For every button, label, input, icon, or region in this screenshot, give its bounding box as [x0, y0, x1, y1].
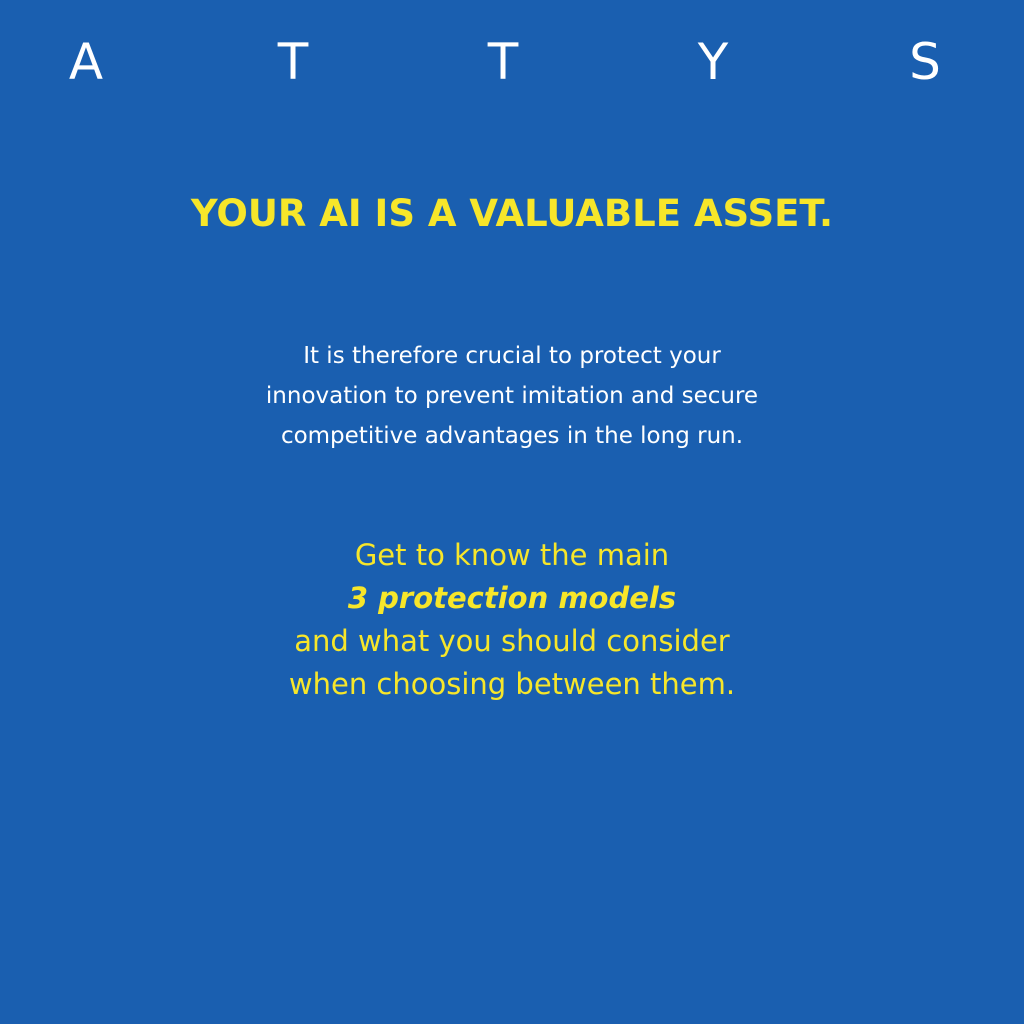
brand-letter: Y [697, 33, 729, 91]
body-line: competitive advantages in the long run. [280, 423, 744, 449]
headline: YOUR AI IS A VALUABLE ASSET. [190, 192, 834, 235]
brand-letter: A [68, 33, 104, 91]
body-line: innovation to prevent imitation and secure [265, 383, 759, 409]
cta-emphasis: 3 protection models [347, 581, 677, 615]
call-to-action [112, 534, 912, 706]
cta-line: and what you should consider [294, 624, 730, 658]
cta-line: when choosing between them. [288, 667, 736, 701]
brand-letter: S [909, 33, 941, 91]
body-line: It is therefore crucial to protect your [303, 343, 721, 369]
brand-letter: T [487, 33, 519, 91]
brand-letter: T [277, 33, 309, 91]
body-paragraph [112, 336, 912, 456]
cta-line: Get to know the main [354, 538, 670, 572]
brand-logo [0, 34, 1024, 94]
